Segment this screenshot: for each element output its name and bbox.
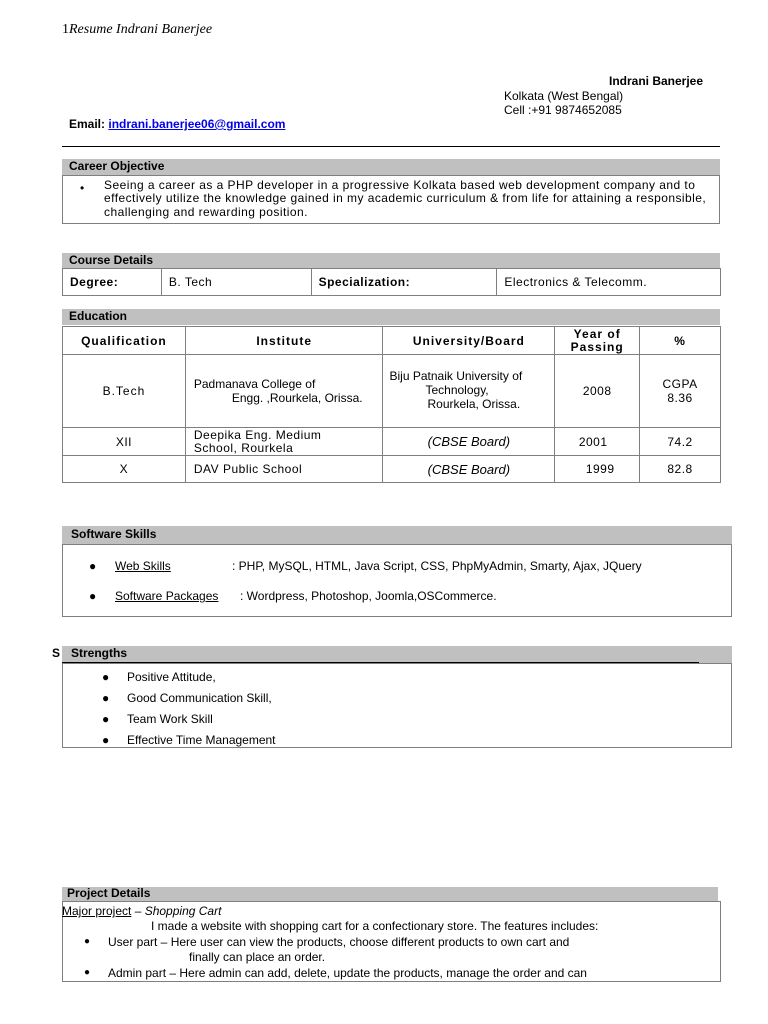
software-skills-box <box>62 544 732 617</box>
percent-line: 8.36 <box>667 391 693 405</box>
qualification-cell: XII <box>63 428 186 456</box>
bullet-icon: ● <box>102 670 110 684</box>
software-packages-label: Software Packages <box>115 589 219 603</box>
institute-line: Engg. ,Rourkela, Orissa. <box>231 391 363 405</box>
board-line: Rourkela, Orissa. <box>427 397 521 411</box>
year-cell: 2008 <box>555 355 640 428</box>
strength-item: Good Communication Skill, <box>127 691 272 705</box>
bullet-icon: ● <box>102 733 110 747</box>
career-bullet: • <box>80 181 85 195</box>
education-table <box>62 326 721 483</box>
document-header <box>62 22 212 38</box>
course-details-heading: Course Details <box>62 253 720 269</box>
bullet-icon: ● <box>102 712 110 726</box>
board-cell: (CBSE Board) <box>383 456 555 483</box>
web-skills-value: : PHP, MySQL, HTML, Java Script, CSS, PhpMyAdmin, Smarty, Ajax, JQuery <box>232 559 642 573</box>
header-title: Resume Indrani Banerjee <box>69 22 213 37</box>
project-details-heading: Project Details <box>62 887 718 901</box>
bullet-icon: ● <box>84 936 91 947</box>
bullet-icon: ● <box>89 559 97 573</box>
institute-cell <box>185 355 383 428</box>
specialization-value: Electronics & Telecomm. <box>497 269 721 296</box>
software-packages-value: : Wordpress, Photoshop, Joomla,OSCommerce. <box>240 589 497 603</box>
candidate-location: Kolkata (West Bengal) <box>504 89 624 103</box>
major-project-name: Shopping Cart <box>144 904 222 918</box>
year-cell: 1999 <box>555 456 640 483</box>
project-intro: I made a website with shopping cart for a confectionary store. The features includes: <box>151 919 599 933</box>
software-skills-heading: Software Skills <box>62 526 732 544</box>
bullet-icon: ● <box>89 589 97 603</box>
qualification-cell: X <box>63 456 186 483</box>
skill-row-packages <box>115 589 497 603</box>
percent-cell: 82.8 <box>640 456 721 483</box>
major-project-dash: – <box>131 904 145 918</box>
page-number: 1 <box>62 22 69 37</box>
institute-line: School, Rourkela <box>193 440 294 455</box>
board-cell: (CBSE Board) <box>383 428 555 456</box>
specialization-label: Specialization: <box>311 269 497 296</box>
percent-line: CGPA <box>662 377 698 391</box>
institute-line: Padmanava College of <box>193 377 316 391</box>
degree-value: B. Tech <box>161 269 311 296</box>
degree-label: Degree: <box>63 269 162 296</box>
user-part-line: User part – Here user can view the products, choose different products to own cart and <box>108 935 570 949</box>
bullet-icon: ● <box>102 691 110 705</box>
col-year: Year of Passing <box>555 327 640 355</box>
candidate-name: Indrani Banerjee <box>609 74 704 88</box>
col-qualification: Qualification <box>63 327 186 355</box>
major-project-label: Major project <box>62 904 132 918</box>
email-link[interactable]: indrani.banerjee06@gmail.com <box>108 117 286 131</box>
col-university: University/Board <box>383 327 555 355</box>
qualification-cell: B.Tech <box>63 355 186 428</box>
col-institute: Institute <box>185 327 383 355</box>
email-label: Email: <box>69 117 106 131</box>
web-skills-label: Web Skills <box>115 559 171 573</box>
institute-line: Deepika Eng. Medium <box>193 427 322 442</box>
course-details-table <box>62 268 721 296</box>
strength-item: Effective Time Management <box>127 733 276 747</box>
board-line: Biju Patnaik University of <box>389 369 523 383</box>
year-cell: 2001 <box>555 428 640 456</box>
institute-cell: DAV Public School <box>185 456 383 483</box>
strengths-heading-extension <box>699 646 732 663</box>
admin-part-line: Admin part – Here admin can add, delete, update the products, manage the order and can <box>108 966 587 980</box>
strengths-stray-letter: S <box>52 646 61 660</box>
email-row <box>69 117 285 131</box>
major-project-line <box>62 904 221 918</box>
bullet-icon: ● <box>84 967 91 978</box>
institute-cell <box>185 428 383 456</box>
strengths-heading: Strengths <box>62 646 699 663</box>
table-row <box>63 428 721 456</box>
board-line: Technology, <box>425 383 489 397</box>
user-part-line-2: finally can place an order. <box>189 950 326 964</box>
percent-cell <box>640 355 721 428</box>
table-row <box>63 355 721 428</box>
career-objective-heading: Career Objective <box>62 159 720 175</box>
table-row <box>63 456 721 483</box>
percent-cell: 74.2 <box>640 428 721 456</box>
strength-item: Positive Attitude, <box>127 670 216 684</box>
candidate-cell: Cell :+91 9874652085 <box>504 103 622 117</box>
col-percent: % <box>640 327 721 355</box>
skill-row-web <box>115 559 642 573</box>
strength-item: Team Work Skill <box>127 712 213 726</box>
header-divider <box>62 146 720 147</box>
education-heading: Education <box>62 309 720 325</box>
board-cell <box>383 355 555 428</box>
career-objective-text: Seeing a career as a PHP developer in a progressive Kolkata based web development company and to effectively utilize the knowledge gained in my academic curriculum & from life for attaining a responsible, challenging and rewarding position. <box>104 178 707 219</box>
